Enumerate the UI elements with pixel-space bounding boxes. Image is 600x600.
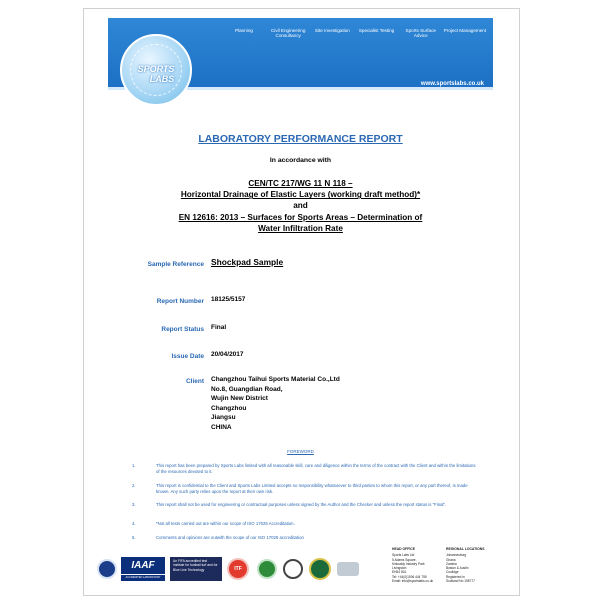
- head-office-line[interactable]: Email: info@sportslabs.co.uk: [392, 579, 434, 584]
- iaaf-logo: [120, 554, 166, 584]
- report-status-value: Final: [211, 324, 227, 331]
- nav-site-investigation[interactable]: Site Investigation: [314, 28, 350, 33]
- head-office-title: HEAD OFFICE: [392, 547, 415, 551]
- rugby-badge-icon: [308, 554, 332, 584]
- head-office-line: Sports Labs Ltd: [392, 553, 415, 558]
- issue-date-label: Issue Date: [171, 353, 204, 360]
- header-nav: [222, 28, 487, 39]
- head-office-line: 5 Adams Square,: [392, 557, 417, 562]
- report-subtitle: In accordance with: [269, 157, 332, 164]
- nav-sports-surface-advice[interactable]: Sports Surface Advice: [405, 28, 436, 39]
- foreword-title: FOREWORD: [287, 449, 314, 454]
- regional-line: Coolidge: [446, 570, 459, 575]
- world-map-icon: [336, 554, 360, 584]
- iaaf-subtitle: ACCREDITED LABORATORY: [121, 575, 165, 581]
- sports-labs-logo: [120, 34, 192, 106]
- client-address: [211, 375, 340, 432]
- fifa-accreditation-text: An FIFA accredited test institute for football turf and for Blue Line Technology: [173, 559, 218, 572]
- fifa-accreditation-box: [170, 557, 222, 581]
- foreword-item-number: 4.: [132, 521, 136, 526]
- regional-line: Ghana: [446, 557, 456, 562]
- standard-line-1: CEN/TC 217/WG 11 N 118 –: [248, 179, 353, 188]
- sample-reference-label: Sample Reference: [147, 261, 204, 268]
- accreditation-badge-icon: [96, 554, 118, 584]
- head-office-line: EH54 5DL: [392, 570, 407, 575]
- client-line: Jiangsu: [211, 414, 236, 421]
- regional-line: Scotland No 198777: [446, 579, 475, 584]
- nav-specialist-testing[interactable]: Specialist Testing: [358, 28, 395, 33]
- logo-text-sports: SPORTS: [137, 64, 175, 74]
- nav-project-management[interactable]: Project Management: [443, 28, 487, 33]
- foreword-item-number: 1.: [132, 463, 136, 468]
- itf-logo: [226, 554, 250, 584]
- client-label: Client: [185, 378, 204, 385]
- client-line: No.8, Guangdian Road,: [211, 385, 283, 393]
- logo-text-labs: LABS: [149, 74, 175, 84]
- foreword-item-text: This report has been prepared by Sports Labs limited with all reasonable skill, care and diligence within the terms of the contract with the Client and within the limitations of the resources devoted to it.: [156, 463, 476, 475]
- foreword-item-text: Comments and opinions are outwith the scope of our ISO 17025 accreditation: [156, 535, 304, 540]
- sample-reference-value: Shockpad Sample: [211, 257, 284, 267]
- client-line: Changzhou: [211, 404, 247, 412]
- head-office-line: Livingston: [392, 566, 407, 571]
- client-line: CHINA: [211, 423, 232, 431]
- foreword-item-number: 3.: [132, 502, 136, 507]
- nav-civil-engineering[interactable]: Civil Engineering Consultancy: [270, 28, 306, 39]
- regional-line: Johannesburg: [446, 553, 467, 558]
- client-line: Wujin New District: [211, 395, 268, 402]
- standards-block: [108, 178, 493, 234]
- report-number-value: 18125/5157: [211, 296, 246, 303]
- foreword-item-text: This report shall not be used for engineering or contractual purposes unless signed by the Author and the Checker and unless the report status is "Final".: [156, 502, 447, 507]
- standard-line-4: EN 12616: 2013 – Surfaces for Sports Areas – Determination of: [178, 212, 423, 222]
- head-office-line: Kirkcaldy Industry Park: [392, 561, 425, 566]
- iaaf-wordmark: IAAF: [121, 557, 165, 574]
- head-office: [392, 547, 442, 583]
- partner-badge-icon: [256, 554, 278, 584]
- head-office-line: Tel: +44(0)1506 444 755: [392, 574, 427, 579]
- regional-locations: [446, 547, 494, 583]
- site-url[interactable]: www.sportslabs.co.uk: [420, 81, 484, 87]
- regional-line: Registered in: [446, 574, 465, 579]
- foreword-item-text: This report is confidential to the Client and Sports Labs Limited accepts no responsibility whatsoever to third parties to whom this report, or any part thereof, is made known. Any such party relies upon the report at their own risk.: [156, 483, 468, 495]
- report-number-label: Report Number: [156, 298, 204, 305]
- issue-date-value: 20/04/2017: [211, 351, 244, 358]
- nav-planning[interactable]: Planning: [235, 28, 253, 33]
- report-status-label: Report Status: [161, 326, 204, 333]
- client-line: Changzhou Taihui Sports Material Co.,Ltd: [211, 376, 340, 383]
- report-title: LABORATORY PERFORMANCE REPORT: [198, 133, 403, 145]
- foreword-item-text: *Not all tests carried out are within our scope of ISO 17025 Accreditation.: [156, 521, 295, 526]
- foreword-item-number: 5.: [132, 535, 136, 540]
- standard-line-3: and: [293, 201, 308, 211]
- standard-line-5: Water Infiltration Rate: [258, 223, 343, 233]
- itf-wordmark: ITF: [227, 558, 249, 580]
- cricket-badge-icon: [282, 554, 304, 584]
- regional-line: Zambia: [446, 561, 457, 566]
- foreword-item-number: 2.: [132, 483, 136, 488]
- regional-locations-title: REGIONAL LOCATIONS: [446, 547, 485, 551]
- standard-line-2: Horizontal Drainage of Elastic Layers (working draft method)*: [180, 190, 421, 200]
- regional-line: Boston & Austin: [446, 566, 469, 571]
